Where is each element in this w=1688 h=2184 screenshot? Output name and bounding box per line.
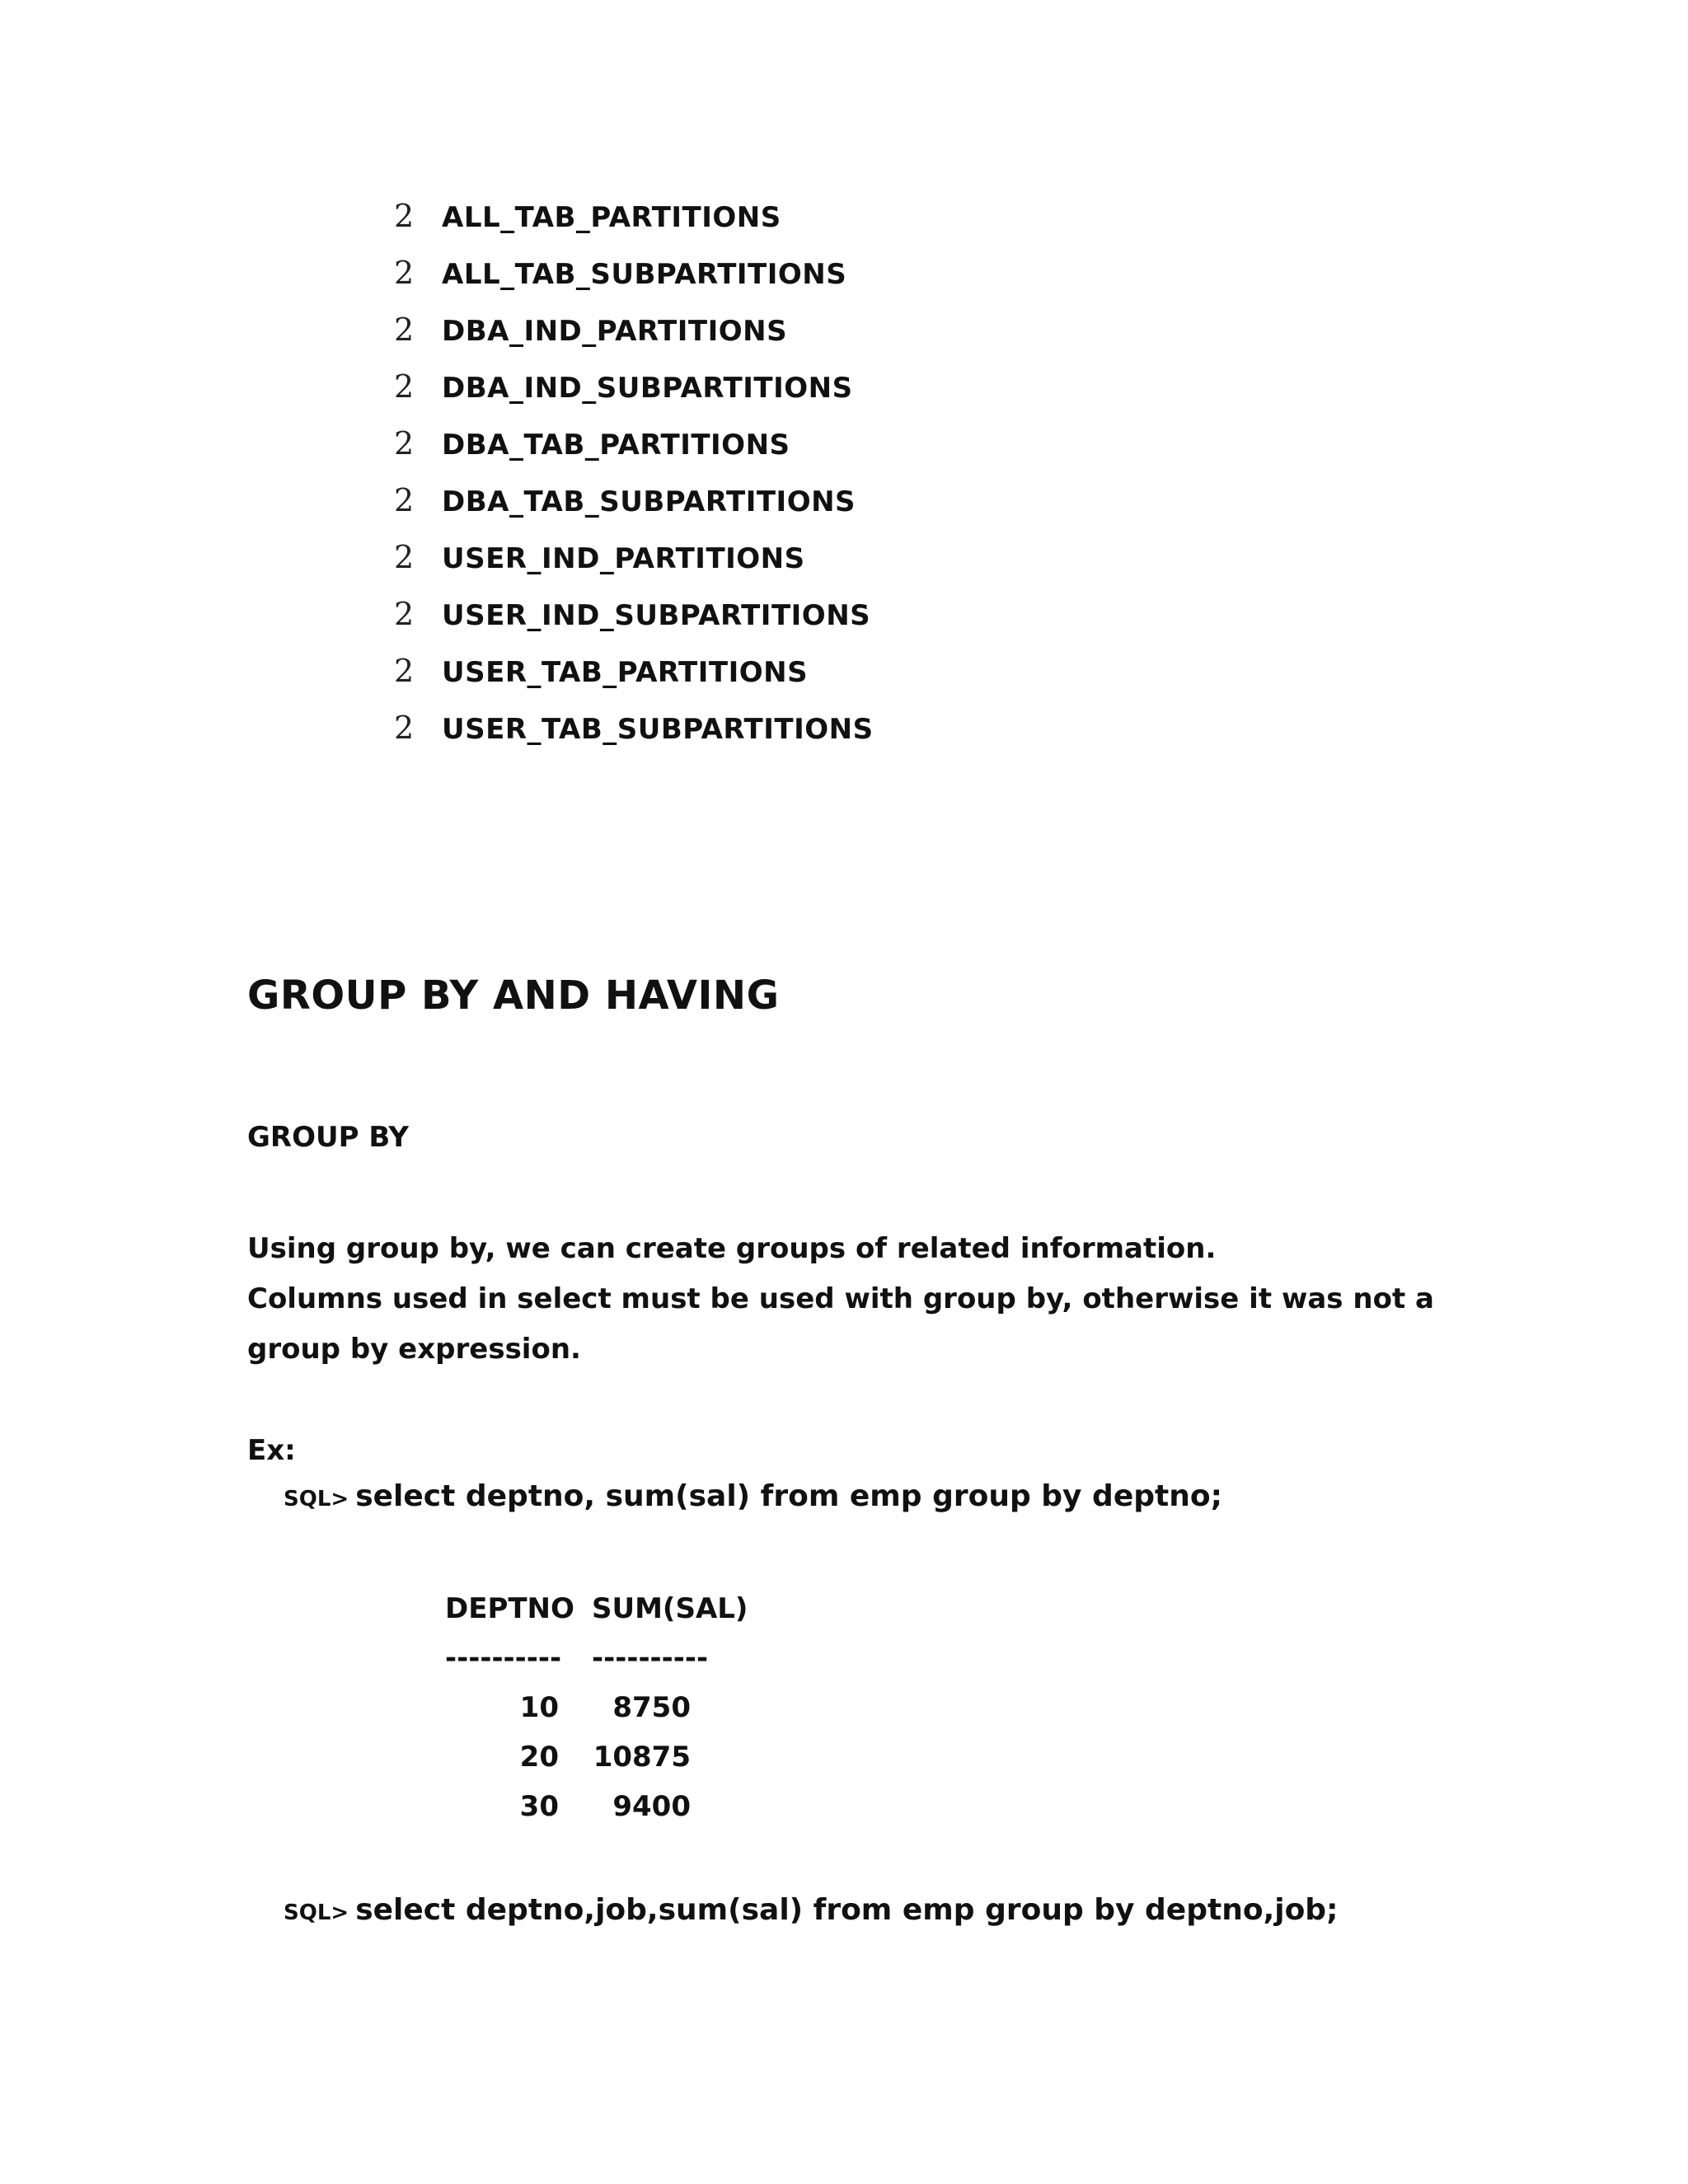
column-separator: ---------- bbox=[445, 1642, 562, 1675]
table-row bbox=[445, 1782, 757, 1831]
list-item bbox=[394, 255, 874, 312]
body-line: group by expression. bbox=[247, 1333, 581, 1366]
list-bullet: 2 bbox=[394, 425, 415, 462]
list-bullet: 2 bbox=[394, 653, 415, 689]
list-bullet: 2 bbox=[394, 198, 415, 234]
sql-text: select deptno, sum(sal) from emp group by deptno; bbox=[355, 1479, 1222, 1513]
list-item bbox=[394, 312, 874, 368]
list-item bbox=[394, 653, 874, 710]
list-bullet: 2 bbox=[394, 255, 415, 291]
list-bullet: 2 bbox=[394, 312, 415, 348]
body-line: Columns used in select must be used with group by, otherwise it was not a bbox=[247, 1282, 1434, 1315]
view-name: ALL_TAB_SUBPARTITIONS bbox=[442, 258, 847, 291]
sql-statement bbox=[284, 1479, 1222, 1513]
column-separator: ---------- bbox=[592, 1642, 709, 1675]
sql-text: select deptno,job,sum(sal) from emp group by deptno,job; bbox=[355, 1893, 1339, 1927]
table-row bbox=[445, 1732, 757, 1782]
table-cell: 30 bbox=[519, 1790, 559, 1823]
result-header-row bbox=[445, 1584, 757, 1633]
result-separator-row bbox=[445, 1633, 757, 1683]
sql-prompt: SQL> bbox=[284, 1900, 349, 1925]
table-cell: 9400 bbox=[612, 1790, 691, 1823]
list-bullet: 2 bbox=[394, 482, 415, 518]
table-cell: 10875 bbox=[593, 1741, 691, 1774]
table-cell: 20 bbox=[519, 1741, 559, 1774]
list-item bbox=[394, 482, 874, 539]
list-item bbox=[394, 198, 874, 255]
table-row bbox=[445, 1683, 757, 1732]
view-name: DBA_TAB_SUBPARTITIONS bbox=[442, 485, 856, 518]
dictionary-view-list bbox=[394, 198, 874, 766]
body-paragraph bbox=[247, 1224, 1434, 1375]
list-item bbox=[394, 710, 874, 766]
section-heading: GROUP BY AND HAVING bbox=[247, 972, 780, 1019]
column-header: DEPTNO bbox=[445, 1592, 574, 1625]
list-item bbox=[394, 368, 874, 425]
query-result bbox=[445, 1584, 757, 1831]
sql-statement bbox=[284, 1893, 1338, 1927]
view-name: DBA_IND_SUBPARTITIONS bbox=[442, 372, 853, 405]
view-name: USER_TAB_SUBPARTITIONS bbox=[442, 713, 874, 746]
list-item bbox=[394, 539, 874, 596]
list-bullet: 2 bbox=[394, 596, 415, 632]
list-item bbox=[394, 425, 874, 482]
view-name: DBA_TAB_PARTITIONS bbox=[442, 429, 790, 462]
example-label: Ex: bbox=[247, 1434, 296, 1467]
column-header: SUM(SAL) bbox=[592, 1592, 748, 1625]
list-item bbox=[394, 596, 874, 653]
list-bullet: 2 bbox=[394, 710, 415, 746]
sql-prompt: SQL> bbox=[284, 1487, 349, 1511]
list-bullet: 2 bbox=[394, 539, 415, 575]
table-cell: 10 bbox=[519, 1691, 559, 1724]
view-name: USER_TAB_PARTITIONS bbox=[442, 656, 809, 689]
table-cell: 8750 bbox=[612, 1691, 691, 1724]
body-line: Using group by, we can create groups of related information. bbox=[247, 1232, 1217, 1265]
sub-heading: GROUP BY bbox=[247, 1121, 410, 1154]
view-name: DBA_IND_PARTITIONS bbox=[442, 315, 788, 348]
view-name: USER_IND_SUBPARTITIONS bbox=[442, 599, 871, 632]
list-bullet: 2 bbox=[394, 368, 415, 405]
view-name: ALL_TAB_PARTITIONS bbox=[442, 201, 781, 234]
view-name: USER_IND_PARTITIONS bbox=[442, 542, 805, 575]
